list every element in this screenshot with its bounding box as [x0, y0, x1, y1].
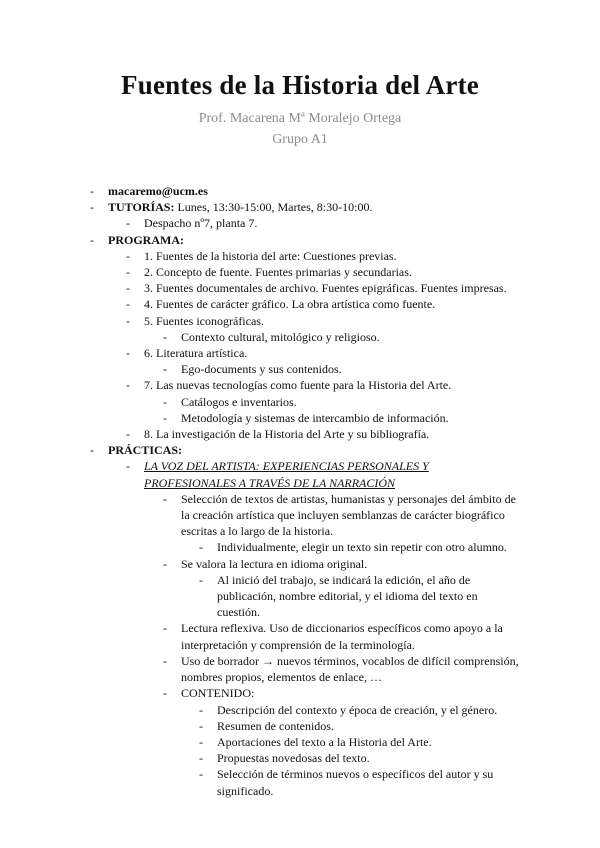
list-item: [0, 248, 600, 264]
list-item-text: PROGRAMA:: [108, 232, 184, 247]
list-item: [0, 653, 600, 685]
bullet-dash: -: [199, 702, 203, 717]
list-item: [0, 329, 600, 345]
list-item: [0, 539, 600, 555]
list-item: [0, 232, 600, 248]
bullet-dash: -: [163, 410, 167, 425]
list-item: [0, 183, 600, 199]
list-item: [0, 685, 600, 701]
list-item-text: Uso de borrador → nuevos términos, vocablos de difícil comprensión, nombres propios, elementos de enlace, …: [181, 653, 519, 685]
bullet-dash: -: [126, 297, 130, 312]
bullet-dash: -: [126, 459, 130, 474]
list-item-text: Catálogos e inventarios.: [181, 394, 297, 409]
list-item-text: Selección de términos nuevos o específicos del autor y su significado.: [217, 767, 494, 798]
list-item-text: 6. Literatura artística.: [144, 346, 248, 361]
list-item-text: 5. Fuentes iconográficas.: [144, 313, 264, 328]
bullet-dash: -: [199, 572, 203, 587]
list-item-text: LA VOZ DEL ARTISTA: EXPERIENCIAS PERSONALES Y PROFESIONALES A TRAVÉS DE LA NARRACIÓN: [144, 459, 429, 490]
list-item-text: Aportaciones del texto a la Historia del Arte.: [217, 734, 432, 749]
list-item-text: [108, 199, 518, 215]
list-item: [0, 264, 600, 280]
bullet-dash: -: [163, 686, 167, 701]
list-item-text: Resumen de contenidos.: [217, 718, 334, 733]
bullet-dash: -: [199, 734, 203, 749]
bullet-dash: -: [163, 394, 167, 409]
list-item-text: Ego-documents y sus contenidos.: [181, 362, 342, 377]
bullet-dash: -: [126, 265, 130, 280]
list-item-text: Lectura reflexiva. Uso de diccionarios específicos como apoyo a la interpretación y comprensión de la terminología.: [181, 621, 503, 652]
list-item-text: Contexto cultural, mitológico y religioso.: [181, 329, 380, 344]
list-item-text: Al inició del trabajo, se indicará la edición, el año de publicación, nombre editorial, y el idioma del texto en cuestión.: [217, 572, 478, 620]
bullet-dash: -: [126, 346, 130, 361]
bullet-dash: -: [126, 216, 130, 231]
bullet-dash: -: [199, 718, 203, 733]
bullet-dash: -: [163, 653, 167, 668]
list-item: [0, 702, 600, 718]
list-item-text: 2. Concepto de fuente. Fuentes primarias y secundarias.: [144, 265, 412, 280]
bullet-dash: -: [126, 281, 130, 296]
list-item-text: 1. Fuentes de la historia del arte: Cuestiones previas.: [144, 248, 397, 263]
list-item: [0, 280, 600, 296]
list-item: [0, 491, 600, 540]
outline-list: [0, 183, 600, 799]
bullet-dash: -: [163, 491, 167, 506]
list-item-value: Lunes, 13:30-15:00, Martes, 8:30-10:00.: [174, 200, 373, 215]
list-item-text: Despacho nº7, planta 7.: [144, 216, 258, 231]
list-item-text: Metodología y sistemas de intercambio de información.: [181, 410, 449, 425]
bullet-dash: -: [90, 443, 94, 458]
list-item-text: Selección de textos de artistas, humanistas y personajes del ámbito de la creación artística que incluyen semblanzas de carácter biográfico escritas a lo largo de la historia.: [181, 491, 516, 539]
list-item: [0, 313, 600, 329]
bullet-dash: -: [163, 362, 167, 377]
list-item: [0, 410, 600, 426]
list-item: [0, 426, 600, 442]
bullet-dash: -: [90, 232, 94, 247]
bullet-dash: -: [163, 556, 167, 571]
list-item-text: Descripción del contexto y época de creación, y el género.: [217, 702, 498, 717]
bullet-dash: -: [199, 540, 203, 555]
page-title: Fuentes de la Historia del Arte: [121, 70, 479, 100]
list-item-text: Se valora la lectura en idioma original.: [181, 556, 368, 571]
bullet-dash: -: [126, 378, 130, 393]
list-item-text: Individualmente, elegir un texto sin repetir con otro alumno.: [217, 540, 507, 555]
list-item: [0, 718, 600, 734]
author-line: Prof. Macarena Mª Moralejo Ortega: [198, 111, 402, 126]
list-item: [0, 377, 600, 393]
list-item: [0, 215, 600, 231]
bullet-dash: -: [126, 427, 130, 442]
bullet-dash: -: [90, 200, 94, 215]
group-line: Grupo A1: [272, 132, 328, 147]
list-item: [0, 442, 600, 458]
bullet-dash: -: [126, 248, 130, 263]
list-item: [0, 345, 600, 361]
list-item: [0, 556, 600, 572]
list-item-label: TUTORÍAS:: [108, 200, 175, 215]
bullet-dash: -: [163, 329, 167, 344]
bullet-dash: -: [199, 767, 203, 782]
list-item-text: Propuestas novedosas del texto.: [217, 751, 370, 766]
list-item: [0, 199, 600, 215]
list-item-text: macaremo@ucm.es: [108, 184, 208, 198]
list-item-text: 7. Las nuevas tecnologías como fuente para la Historia del Arte.: [144, 378, 452, 393]
bullet-dash: -: [90, 184, 94, 198]
list-item: [0, 458, 600, 490]
list-item: [0, 620, 600, 652]
list-item-text: CONTENIDO:: [181, 686, 255, 701]
list-item: [0, 750, 600, 766]
bullet-dash: -: [126, 313, 130, 328]
list-item-text: 4. Fuentes de carácter gráfico. La obra artística como fuente.: [144, 297, 436, 312]
list-item-text: 3. Fuentes documentales de archivo. Fuentes epigráficas. Fuentes impresas.: [144, 281, 507, 296]
list-item: [0, 296, 600, 312]
list-item: [0, 766, 600, 798]
bullet-dash: -: [163, 621, 167, 636]
list-item: [0, 734, 600, 750]
list-item: [0, 361, 600, 377]
list-item-text: 8. La investigación de la Historia del Arte y su bibliografía.: [144, 427, 430, 442]
list-item-text: PRÁCTICAS:: [108, 443, 183, 458]
bullet-dash: -: [199, 751, 203, 766]
list-item: [0, 572, 600, 621]
list-item: [0, 394, 600, 410]
